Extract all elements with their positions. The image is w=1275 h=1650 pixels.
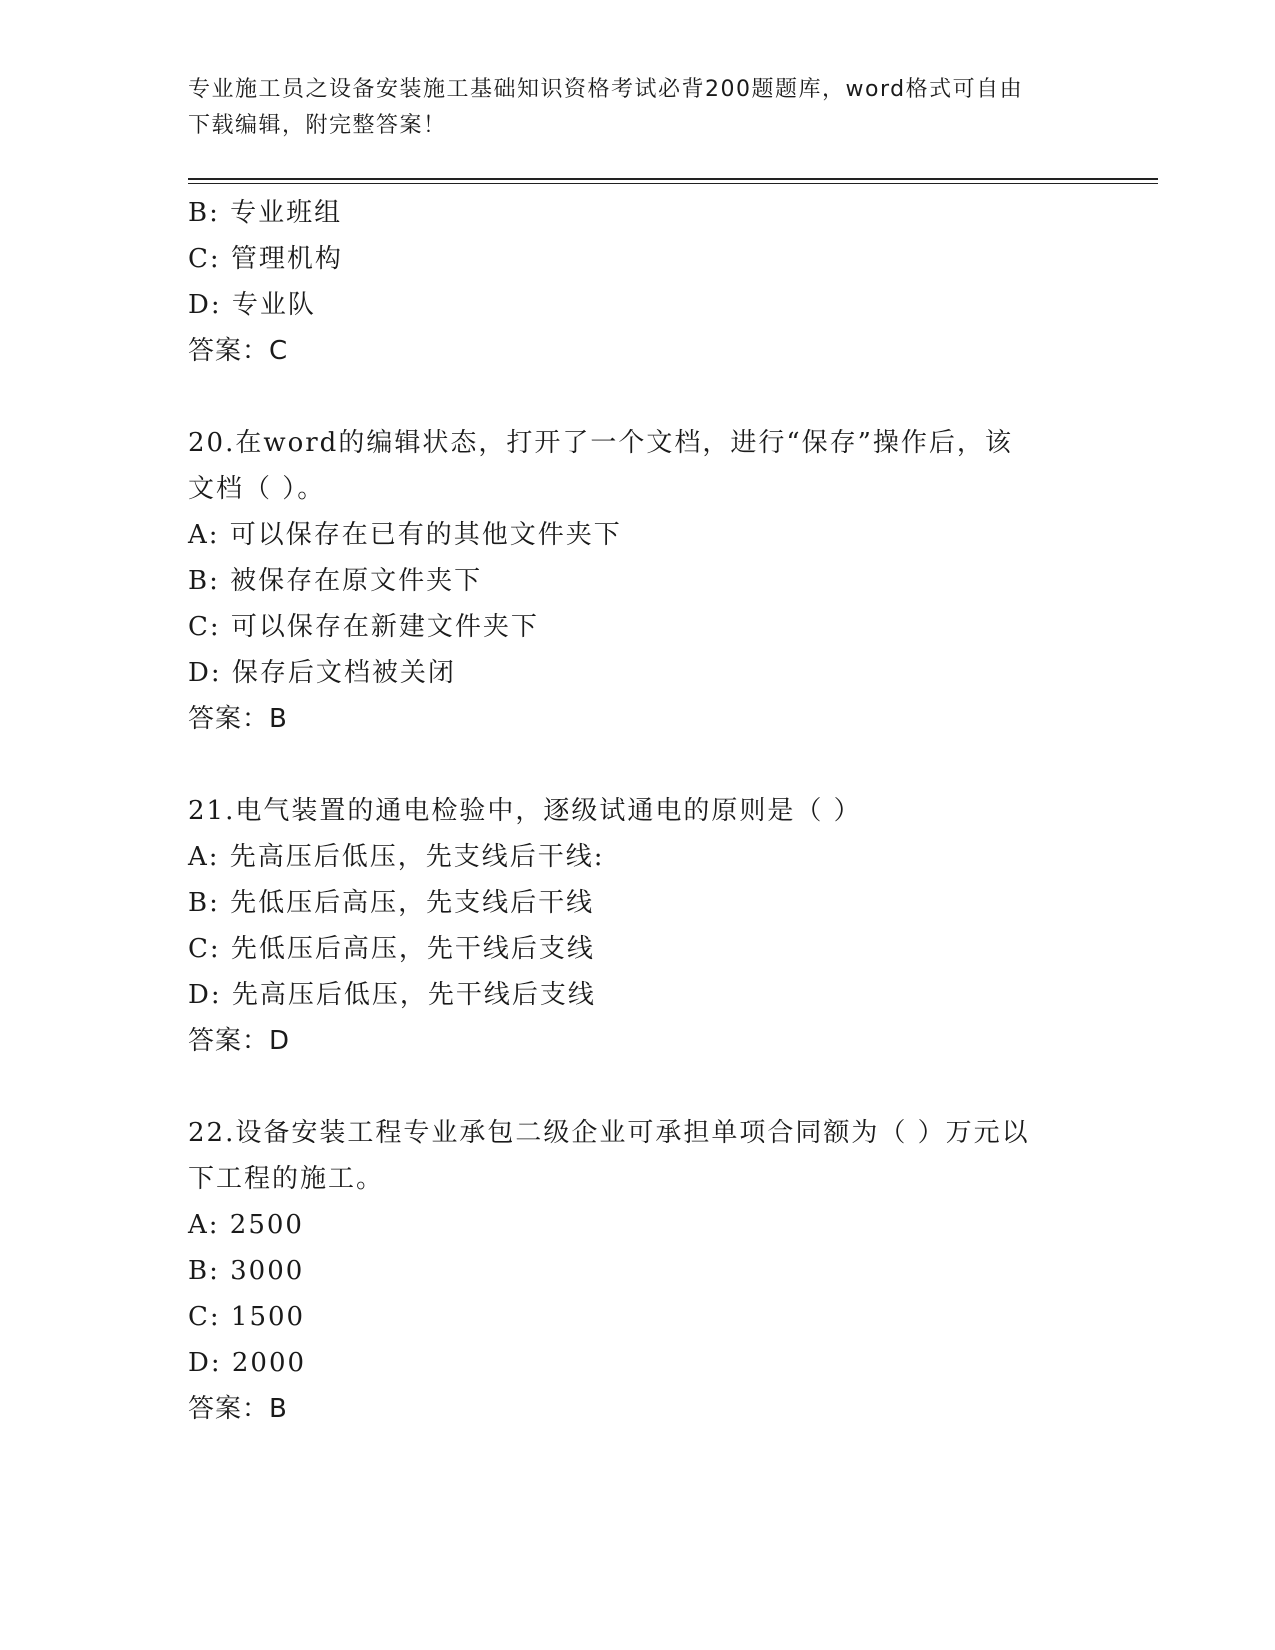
question-stem-line-1: 21.电气装置的通电检验中，逐级试通电的原则是（ ） — [188, 796, 862, 826]
header-line-2: 下载编辑，附完整答案！ — [188, 113, 447, 138]
option-b: B: 被保存在原文件夹下 — [188, 566, 483, 596]
question-content — [188, 190, 1088, 1432]
option-c: C: 管理机构 — [188, 244, 343, 274]
answer-label: 答案：C — [188, 336, 289, 366]
option-c: C: 可以保存在新建文件夹下 — [188, 612, 539, 642]
document-header — [188, 72, 1068, 144]
question-block-21 — [188, 788, 1088, 1064]
spacer — [188, 742, 1088, 788]
option-b: B: 3000 — [188, 1256, 305, 1286]
option-b: B: 先低压后高压，先支线后干线 — [188, 888, 595, 918]
header-divider-thick — [188, 178, 1158, 180]
question-block-20 — [188, 420, 1088, 742]
question-stem-line-1: 22.设备安装工程专业承包二级企业可承担单项合同额为（ ）万元以 — [188, 1118, 1030, 1148]
question-block-19 — [188, 190, 1088, 374]
option-d: D: 保存后文档被关闭 — [188, 658, 456, 688]
header-divider-thin — [188, 183, 1158, 184]
answer-label: 答案：D — [188, 1026, 291, 1056]
question-stem-line-2: 文档（ ）。 — [188, 474, 326, 504]
question-stem-line-1: 20.在word的编辑状态，打开了一个文档，进行“保存”操作后，该 — [188, 428, 1013, 458]
option-c: C: 1500 — [188, 1302, 306, 1332]
answer-label: 答案：B — [188, 704, 288, 734]
option-d: D: 专业队 — [188, 290, 316, 320]
header-line-1: 专业施工员之设备安装施工基础知识资格考试必背200题题库，word格式可自由 — [188, 77, 1024, 102]
option-d: D: 先高压后低压，先干线后支线 — [188, 980, 596, 1010]
option-c: C: 先低压后高压，先干线后支线 — [188, 934, 595, 964]
option-d: D: 2000 — [188, 1348, 307, 1378]
option-a: A: 先高压后低压，先支线后干线: — [188, 842, 605, 872]
spacer — [188, 1064, 1088, 1110]
option-b: B: 专业班组 — [188, 198, 343, 228]
option-a: A: 可以保存在已有的其他文件夹下 — [188, 520, 622, 550]
question-block-22 — [188, 1110, 1088, 1432]
option-a: A: 2500 — [188, 1210, 304, 1240]
answer-label: 答案：B — [188, 1394, 288, 1424]
question-stem-line-2: 下工程的施工。 — [188, 1164, 385, 1194]
spacer — [188, 374, 1088, 420]
